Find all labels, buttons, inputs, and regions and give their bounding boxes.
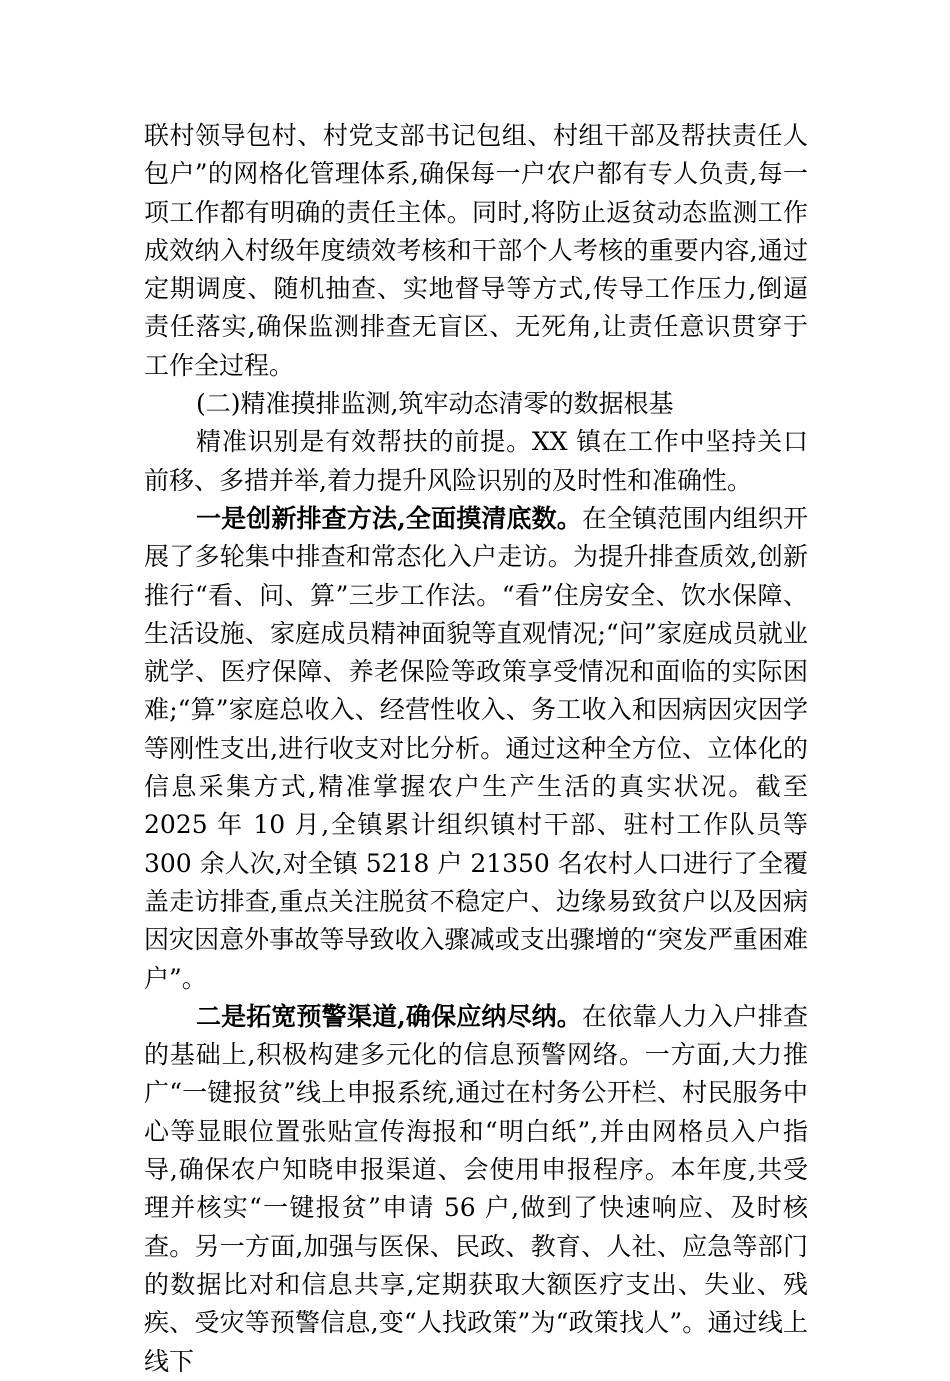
paragraph-responsibility-system (144, 117, 808, 385)
paragraph-lead-bold: 二是拓宽预警渠道,确保应纳尽纳。 (196, 1001, 582, 1031)
paragraph-warning-channels (144, 998, 808, 1381)
paragraph-precise-identification (144, 423, 808, 500)
paragraph-text: 在依靠人力入户排查的基础上,积极构建多元化的信息预警网络。一方面,大力推广“一键报贫”线上申报系统,通过在村务公开栏、村民服务中心等显眼位置张贴宣传海报和“明白纸”,并由网格员入户指导,确保农户知晓申报渠道、会使用申报程序。本年度,共受理并核实“一键报贫”申请 56 户,做到了快速响应、及时核查。另一方面,加强与医保、民政、教育、人社、应急等部门的数据比对和信息共享,定期获取大额医疗支出、失业、残疾、受灾等预警信息,变“人找政策”为“政策找人”。通过线上线下 (144, 1001, 808, 1376)
paragraph-text: 在全镇范围内组织开展了多轮集中排查和常态化入户走访。为提升排查质效,创新推行“看、问、算”三步工作法。“看”住房安全、饮水保障、生活设施、家庭成员精神面貌等直观情况;“问”家庭成员就业就学、医疗保障、养老保险等政策享受情况和面临的实际困难;“算”家庭总收入、经营性收入、务工收入和因病因灾因学等刚性支出,进行收支对比分析。通过这种全方位、立体化的信息采集方式,精准掌握农户生产生活的真实状况。截至 2025 年 10 月,全镇累计组织镇村干部、驻村工作队员等 300 余人次,对全镇 5218 户 21350 名农村人口进行了全覆盖走访排查,重点关注脱贫不稳定户、边缘易致贫户以及因病因灾因意外事故等导致收入骤减或支出骤增的“突发严重困难户”。 (144, 503, 808, 993)
section-heading-precise-monitoring (144, 385, 808, 423)
paragraph-lead-bold: 一是创新排查方法,全面摸清底数。 (196, 503, 582, 533)
document-body (144, 117, 808, 1381)
section-heading-text: (二)精准摸排监测,筑牢动态清零的数据根基 (196, 389, 674, 419)
paragraph-innovate-screening (144, 500, 808, 998)
paragraph-text: 精准识别是有效帮扶的前提。XX 镇在工作中坚持关口前移、多措并举,着力提升风险识别的及时性和准确性。 (144, 427, 808, 495)
paragraph-text: 联村领导包村、村党支部书记包组、村组干部及帮扶责任人包户”的网格化管理体系,确保每一户农户都有专人负责,每一项工作都有明确的责任主体。同时,将防止返贫动态监测工作成效纳入村级年度绩效考核和干部个人考核的重要内容,通过定期调度、随机抽查、实地督导等方式,传导工作压力,倒逼责任落实,确保监测排查无盲区、无死角,让责任意识贯穿于工作全过程。 (144, 121, 808, 380)
